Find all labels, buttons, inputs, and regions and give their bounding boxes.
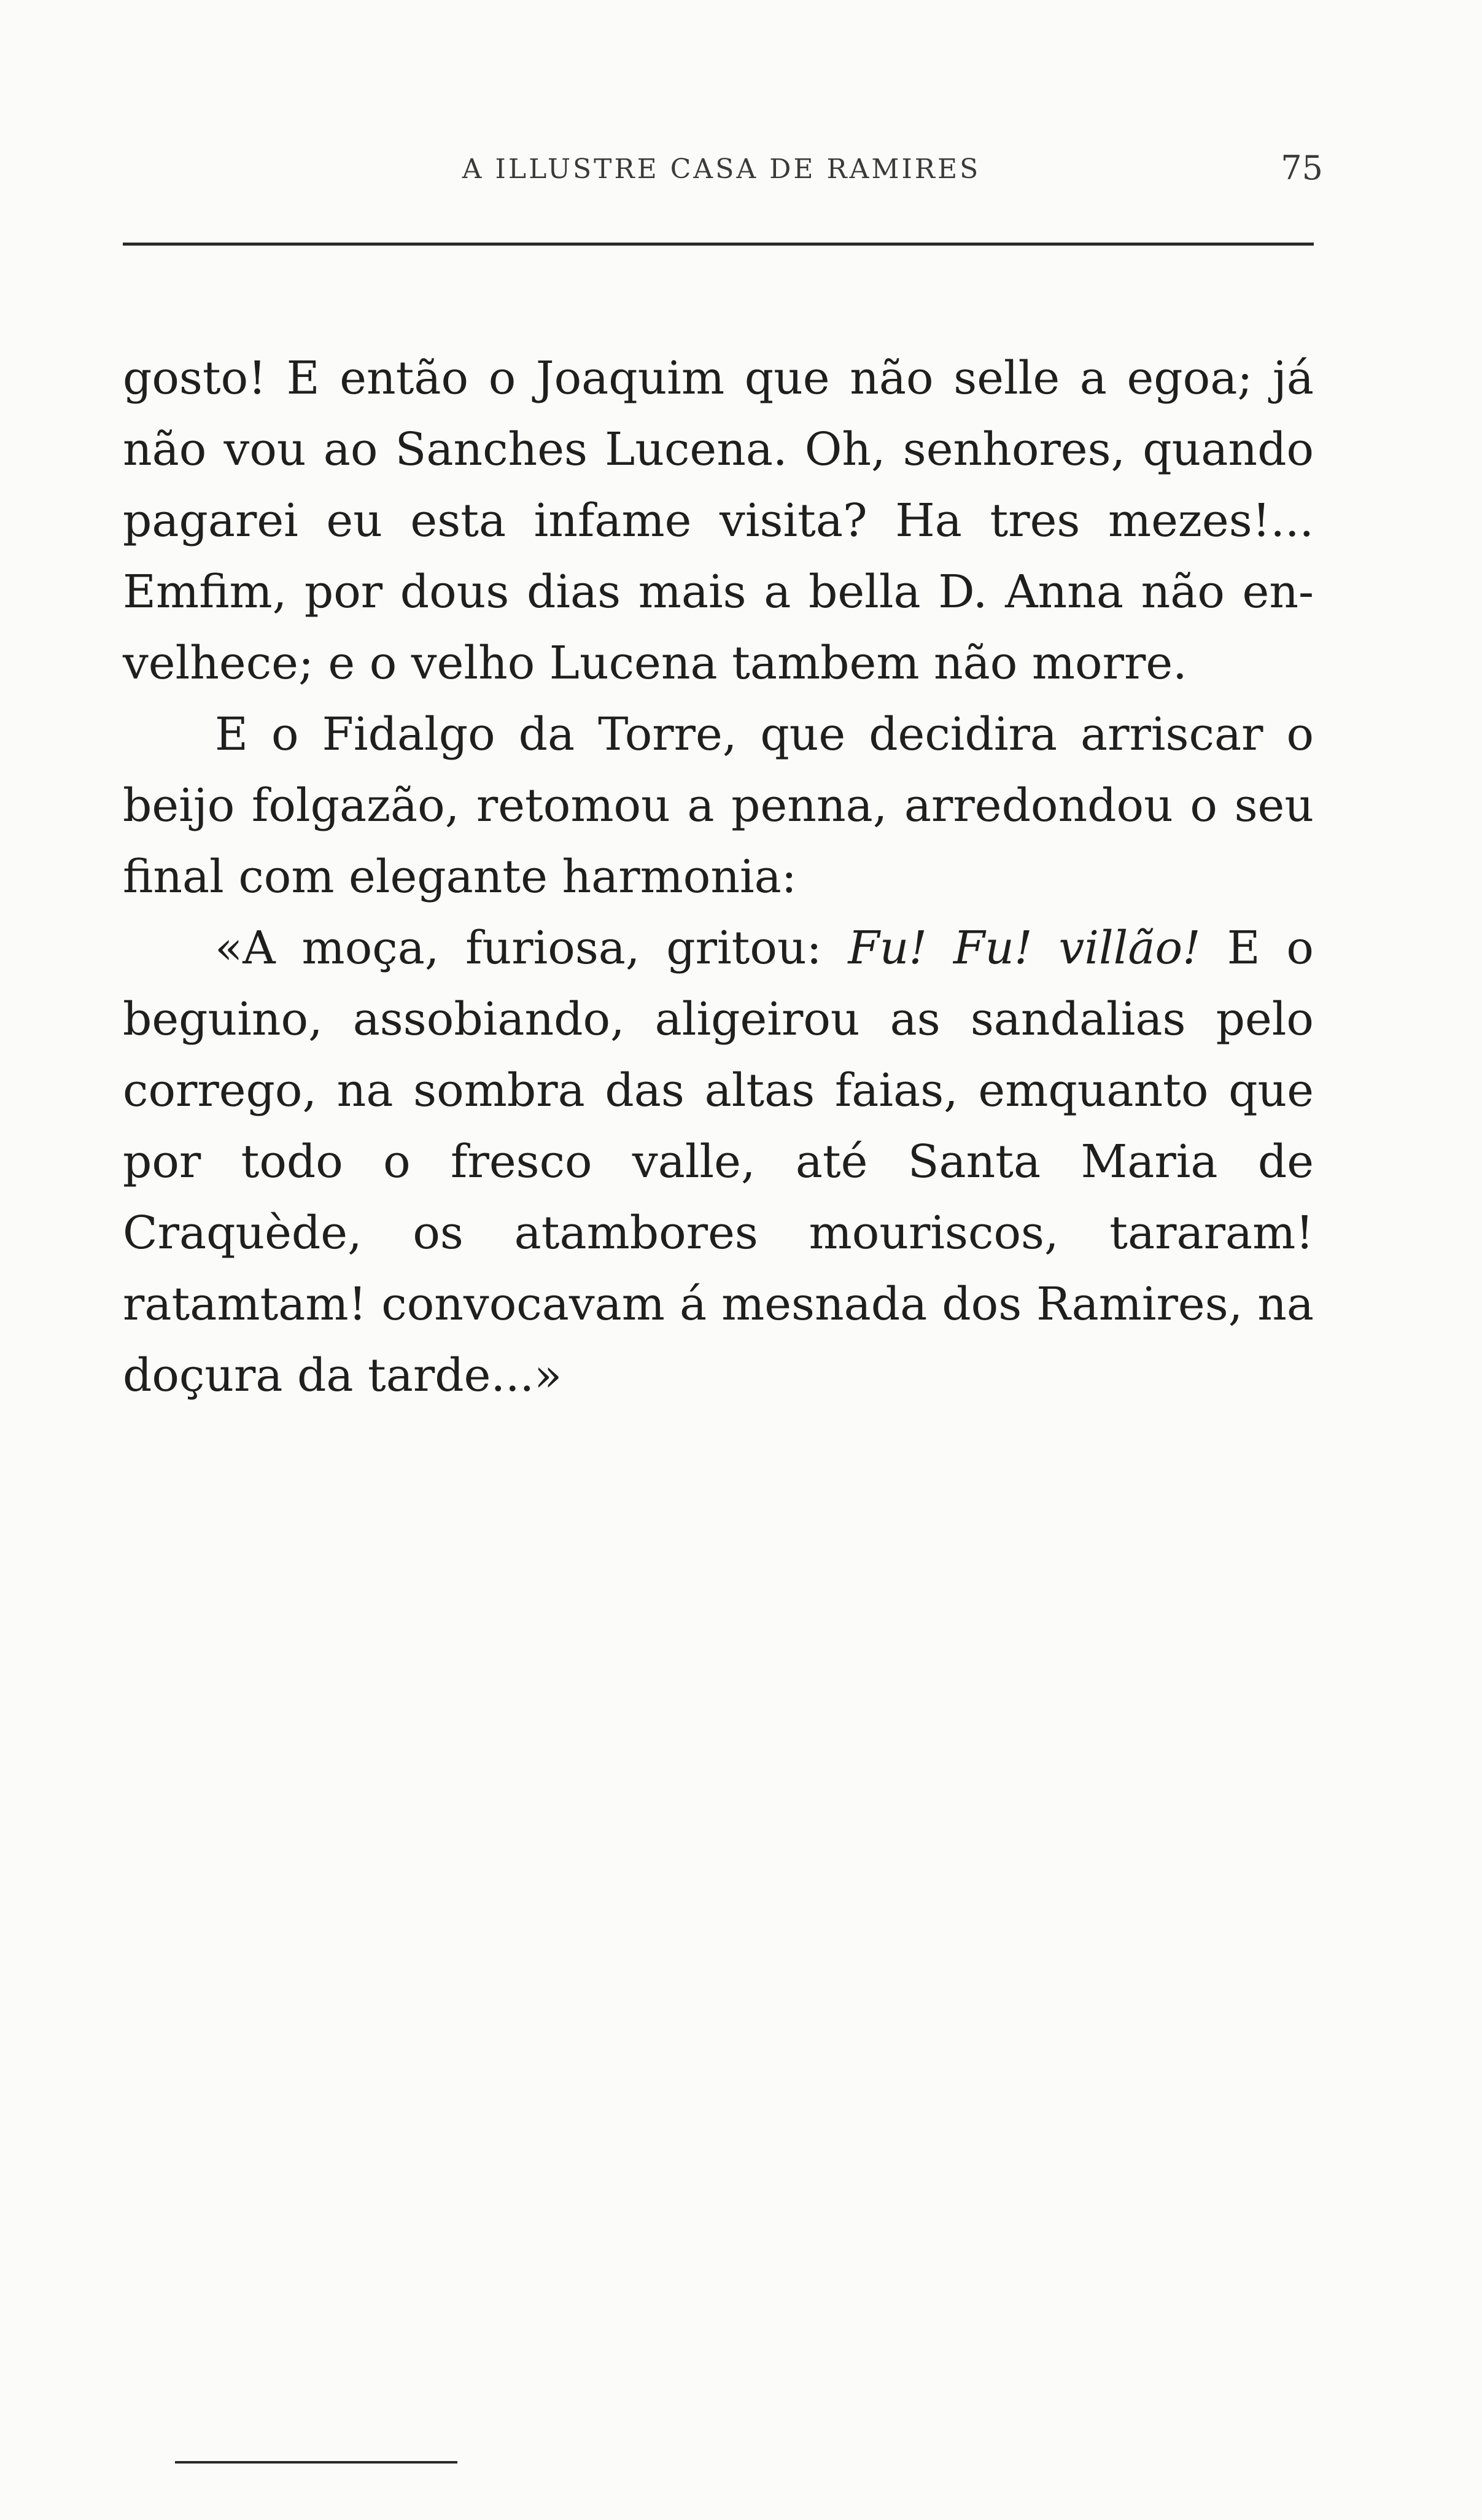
header-rule [123,243,1314,246]
paragraph: gosto! E então o Joaquim que não selle a egoa; já não vou ao Sanches Lucena. Oh, senhores, quando pagarei eu esta infame visita? Ha tres mezes!... Emfim, por dous dias mais a bella D. Anna não envelhece; e o velho Lucena tambem não morre. [123,352,1314,690]
running-title: A ILLUSTRE CASA DE RAMIRES [462,154,981,185]
italic-exclamation: Fu! Fu! villão! [848,922,1201,974]
footer-rule [175,2461,457,2464]
paragraph-text: «A moça, furiosa, gritou: [215,922,848,974]
paragraph-text: E o beguino, assobiando, aligeirou as sandalias pelo corrego, na sombra das altas faias, emquanto que por todo o fresco valle, até Santa Maria de Craquède, os atambores mouriscos, tararam! ratamtam! convocavam á mesnada dos Ramires, na doçura da tarde...» [123,922,1314,1402]
paragraph: E o Fidalgo da Torre, que decidira arriscar o beijo folgazão, retomou a penna, arredondou o seu final com elegante harmonia: [123,708,1314,903]
body-text [123,343,1314,1411]
page-number: 75 [1281,149,1323,187]
paragraph [123,912,1314,1411]
page-header [120,147,1323,196]
